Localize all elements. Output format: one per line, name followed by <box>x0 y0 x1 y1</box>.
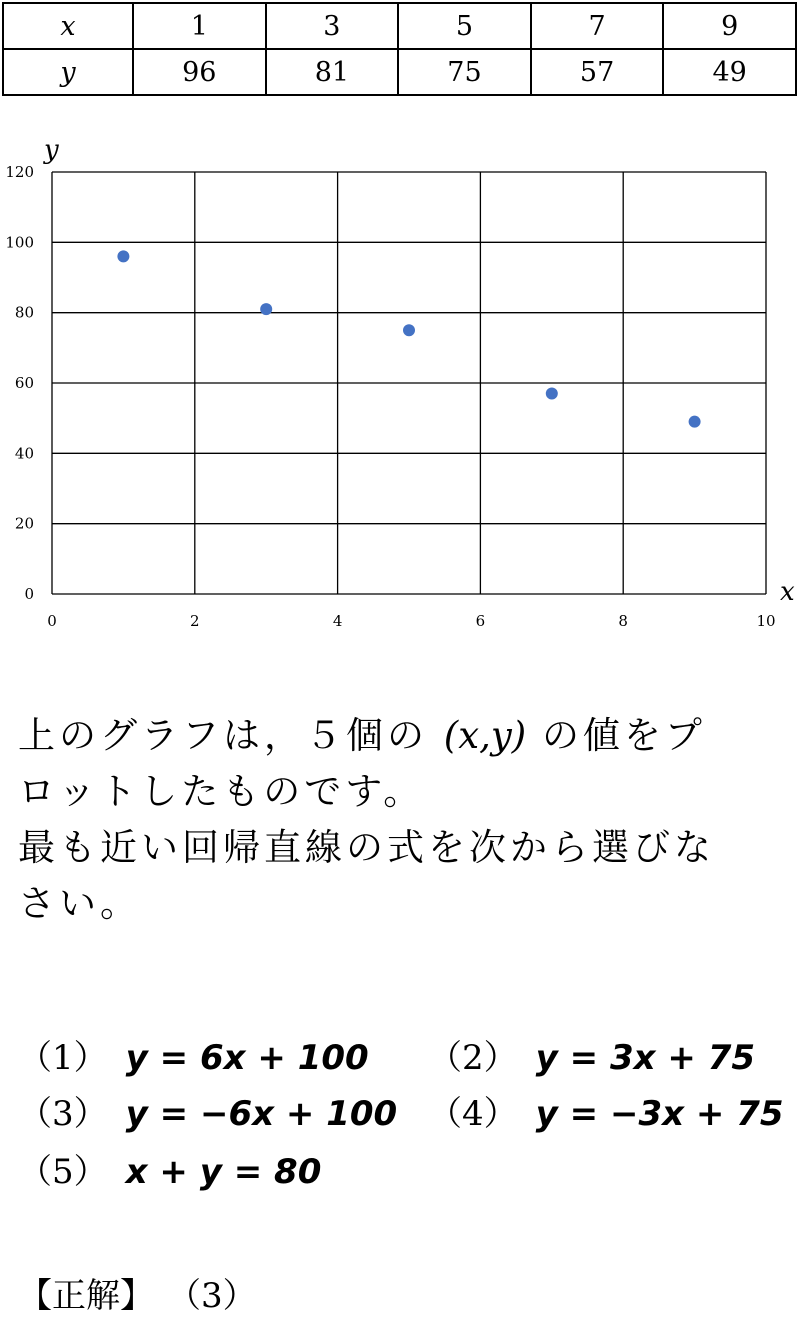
table-cell: 1 <box>133 3 266 49</box>
table-cell: 49 <box>663 49 796 95</box>
x-tick-label: 0 <box>47 612 57 630</box>
data-point <box>117 250 129 262</box>
table-row-x <box>3 3 796 49</box>
chart-points <box>117 250 700 427</box>
y-tick-label: 0 <box>24 585 34 603</box>
problem-line-2: ロットしたものです。 <box>18 770 425 813</box>
problem-line-4: さい。 <box>18 882 141 925</box>
x-tick-label: 2 <box>190 612 200 630</box>
problem-text <box>18 708 788 932</box>
table-cell: 7 <box>531 3 664 49</box>
y-tick-label: 120 <box>5 163 34 181</box>
x-tick-label: 8 <box>618 612 628 630</box>
table-cell: 96 <box>133 49 266 95</box>
choice-2: （2） y = 3x + 75 <box>428 1038 756 1078</box>
table-cell: 3 <box>266 3 399 49</box>
chart-grid <box>52 172 766 594</box>
table-cell: 5 <box>398 3 531 49</box>
table-cell: 57 <box>531 49 664 95</box>
data-point <box>260 303 272 315</box>
table-cell: 81 <box>266 49 399 95</box>
problem-math: (x,y) <box>443 714 527 757</box>
choice-3: （3） y = −6x + 100 <box>18 1094 398 1134</box>
choice-4: （4） y = −3x + 75 <box>428 1094 784 1134</box>
table-row-y <box>3 49 796 95</box>
problem-line-1: 上のグラフは，５個の (x,y) の値をプ <box>18 714 706 757</box>
y-axis-label: y <box>44 135 59 165</box>
row-header-x: x <box>3 3 133 49</box>
problem-line-3: 最も近い回帰直線の式を次から選びな <box>18 826 715 869</box>
answer-label: 【正解】 <box>18 1276 154 1316</box>
data-table <box>2 2 797 96</box>
y-tick-label: 20 <box>14 514 34 533</box>
x-tick-label: 6 <box>475 612 486 630</box>
table-cell: 75 <box>398 49 531 95</box>
data-point <box>689 416 701 428</box>
data-point <box>403 324 415 336</box>
answer-value: （3） <box>184 1276 257 1316</box>
data-point <box>546 388 558 400</box>
answer <box>18 1268 257 1317</box>
x-tick-label: 10 <box>756 612 776 630</box>
y-tick-label: 100 <box>5 233 34 252</box>
x-tick-label: 4 <box>332 612 343 630</box>
y-tick-label: 80 <box>14 303 34 322</box>
scatter-chart <box>0 128 800 648</box>
row-header-y: y <box>3 49 133 95</box>
y-tick-label: 40 <box>14 444 34 463</box>
chart-tick-labels <box>5 163 775 630</box>
choice-1: （1） y = 6x + 100 <box>18 1038 369 1078</box>
table-cell: 9 <box>663 3 796 49</box>
choice-5: （5） x + y = 80 <box>18 1152 322 1192</box>
x-axis-label: x <box>780 577 795 607</box>
y-tick-label: 60 <box>14 374 34 392</box>
